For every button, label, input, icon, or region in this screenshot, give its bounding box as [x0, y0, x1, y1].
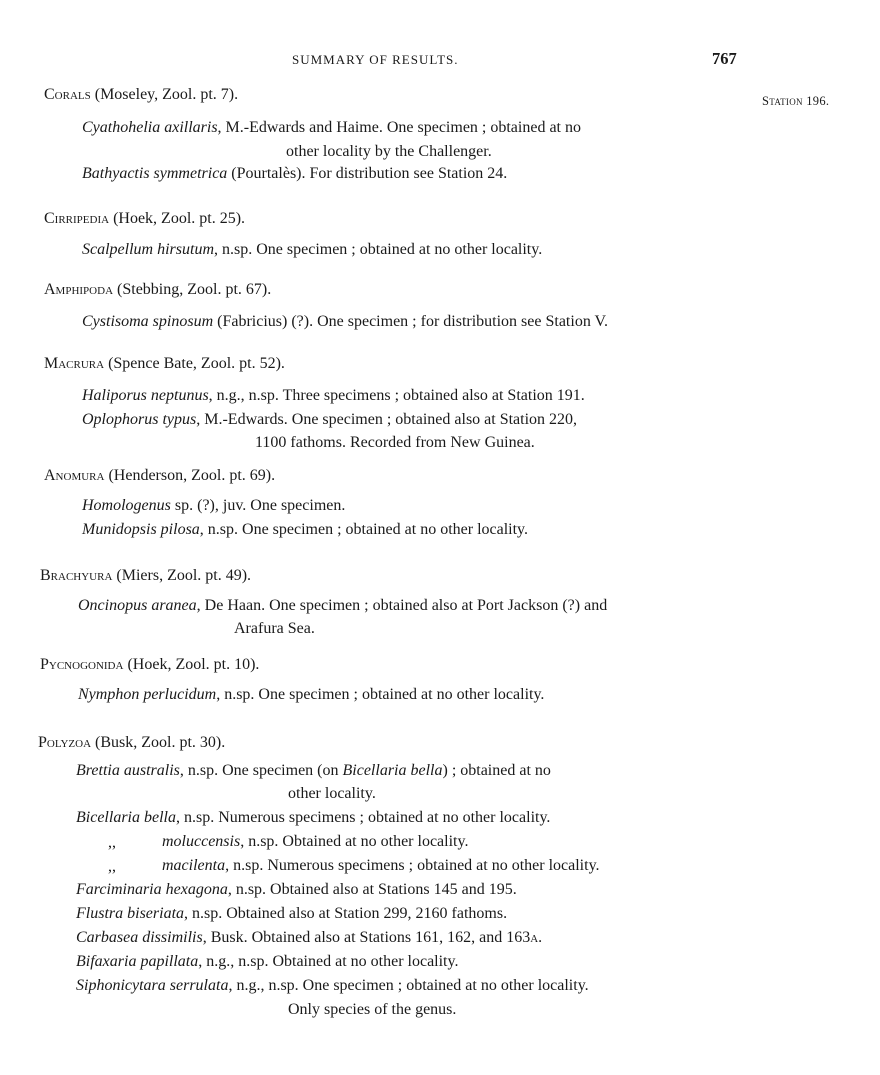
species-entry [162, 857, 600, 875]
species-note: sp. (?), juv. One specimen. [170, 497, 346, 514]
species-note: , n.sp. Obtained at no other locality. [240, 833, 469, 850]
species-entry [78, 686, 544, 704]
group-name: Macrura [44, 355, 105, 372]
section-heading-macrura [44, 355, 285, 373]
species-name: macilenta [162, 857, 226, 874]
species-name: Bicellaria bella [76, 809, 176, 826]
species-note-end: ) ; obtained at no [442, 762, 551, 779]
section-heading-brachyura [40, 567, 251, 585]
station-letter: a [530, 929, 539, 946]
species-note: , Busk. Obtained also at Stations 161, 162, and 163 [202, 929, 531, 946]
section-heading-polyzoa [38, 734, 225, 752]
species-note: , n.sp. Numerous specimens ; obtained at no other locality. [225, 857, 600, 874]
group-name: Corals [44, 86, 91, 103]
species-entry [76, 953, 458, 971]
species-note: (Pourtalès). For distribution see Station 24. [227, 165, 508, 182]
species-name: Farciminaria hexagona [76, 881, 228, 898]
species-note: , n.g., n.sp. One specimen ; obtained at no other locality. [228, 977, 589, 994]
species-name: Bathyactis symmetrica [82, 165, 228, 182]
group-reference: (Stebbing, Zool. pt. 67). [113, 281, 272, 298]
species-name: Oncinopus aranea [78, 597, 197, 614]
group-name: Anomura [44, 467, 105, 484]
species-name: Flustra biseriata [76, 905, 185, 922]
species-entry [82, 497, 345, 515]
species-entry-continuation: Only species of the genus. [288, 1001, 457, 1018]
species-entry [76, 881, 517, 899]
species-name: Carbasea dissimilis [76, 929, 203, 946]
species-note: , n.sp. Obtained also at Station 299, 2160 fathoms. [184, 905, 508, 922]
species-note: , De Haan. One specimen ; obtained also at Port Jackson (?) and [196, 597, 608, 614]
species-note: , n.g., n.sp. Three specimens ; obtained also at Station 191. [208, 387, 585, 404]
running-header-title: SUMMARY OF RESULTS. [292, 52, 459, 67]
species-entry [82, 521, 528, 539]
species-name: Homologenus [82, 497, 171, 514]
species-entry-continuation: 1100 fathoms. Recorded from New Guinea. [255, 434, 535, 451]
species-note: (Fabricius) (?). One specimen ; for distribution see Station V. [213, 313, 609, 330]
section-heading-cirripedia [44, 210, 245, 228]
group-name: Pycnogonida [40, 656, 124, 673]
station-label: Station 196. [762, 94, 830, 108]
species-entry [162, 833, 468, 851]
species-note: , n.sp. One specimen ; obtained at no other locality. [214, 241, 543, 258]
species-entry [76, 762, 551, 780]
ditto-mark: ,, [108, 858, 116, 875]
species-name: Siphonicytara serrulata [76, 977, 229, 994]
group-reference: (Spence Bate, Zool. pt. 52). [104, 355, 285, 372]
species-name: Haliporus neptunus [82, 387, 209, 404]
species-note: , n.g., n.sp. Obtained at no other locality. [198, 953, 459, 970]
species-name: Bifaxaria papillata [76, 953, 199, 970]
species-note: , n.sp. One specimen ; obtained at no other locality. [216, 686, 545, 703]
species-entry [82, 119, 581, 137]
species-note: , n.sp. Obtained also at Stations 145 and 195. [227, 881, 517, 898]
species-note: , n.sp. One specimen ; obtained at no other locality. [199, 521, 529, 538]
species-name: Cystisoma spinosum [82, 313, 214, 330]
species-entry [82, 313, 608, 331]
species-name: Cyathohelia axillaris [82, 119, 218, 136]
group-name: Polyzoa [38, 734, 92, 751]
species-name: Oplophorus typus [82, 411, 197, 428]
species-entry [78, 597, 607, 615]
group-reference: (Hoek, Zool. pt. 25). [109, 210, 246, 227]
species-entry-continuation: other locality by the Challenger. [286, 143, 492, 160]
species-entry [82, 165, 507, 183]
species-note-end: . [538, 929, 543, 946]
species-entry [76, 929, 542, 947]
species-entry [76, 809, 550, 827]
species-entry-continuation: other locality. [288, 785, 376, 802]
species-note: , M.-Edwards and Haime. One specimen ; obtained at no [217, 119, 581, 136]
species-name: Scalpellum hirsutum [82, 241, 214, 258]
group-name: Cirripedia [44, 210, 110, 227]
group-reference: (Moseley, Zool. pt. 7). [90, 86, 239, 103]
species-entry [82, 241, 542, 259]
species-entry [82, 387, 585, 405]
section-heading-amphipoda [44, 281, 271, 299]
section-heading-pycnogonida [40, 656, 259, 674]
species-name: moluccensis [162, 833, 241, 850]
group-reference: (Hoek, Zool. pt. 10). [123, 656, 260, 673]
group-reference: (Henderson, Zool. pt. 69). [104, 467, 276, 484]
page-number: 767 [712, 49, 737, 68]
species-entry [76, 905, 507, 923]
host-species-name: Bicellaria bella [342, 762, 443, 779]
species-name: Nymphon perlucidum [78, 686, 217, 703]
section-heading-corals [44, 86, 238, 104]
group-reference: (Miers, Zool. pt. 49). [112, 567, 252, 584]
species-note: , n.sp. One specimen (on [179, 762, 343, 779]
species-name: Munidopsis pilosa [82, 521, 200, 538]
species-note: , M.-Edwards. One specimen ; obtained also at Station 220, [196, 411, 578, 428]
group-name: Brachyura [40, 567, 113, 584]
group-name: Amphipoda [44, 281, 114, 298]
section-heading-anomura [44, 467, 275, 485]
species-entry [76, 977, 589, 995]
group-reference: (Busk, Zool. pt. 30). [91, 734, 226, 751]
species-name: Brettia australis [76, 762, 180, 779]
ditto-mark: ,, [108, 834, 116, 851]
species-note: , n.sp. Numerous specimens ; obtained at no other locality. [175, 809, 551, 826]
species-entry [82, 411, 577, 429]
species-entry-continuation: Arafura Sea. [234, 620, 315, 637]
